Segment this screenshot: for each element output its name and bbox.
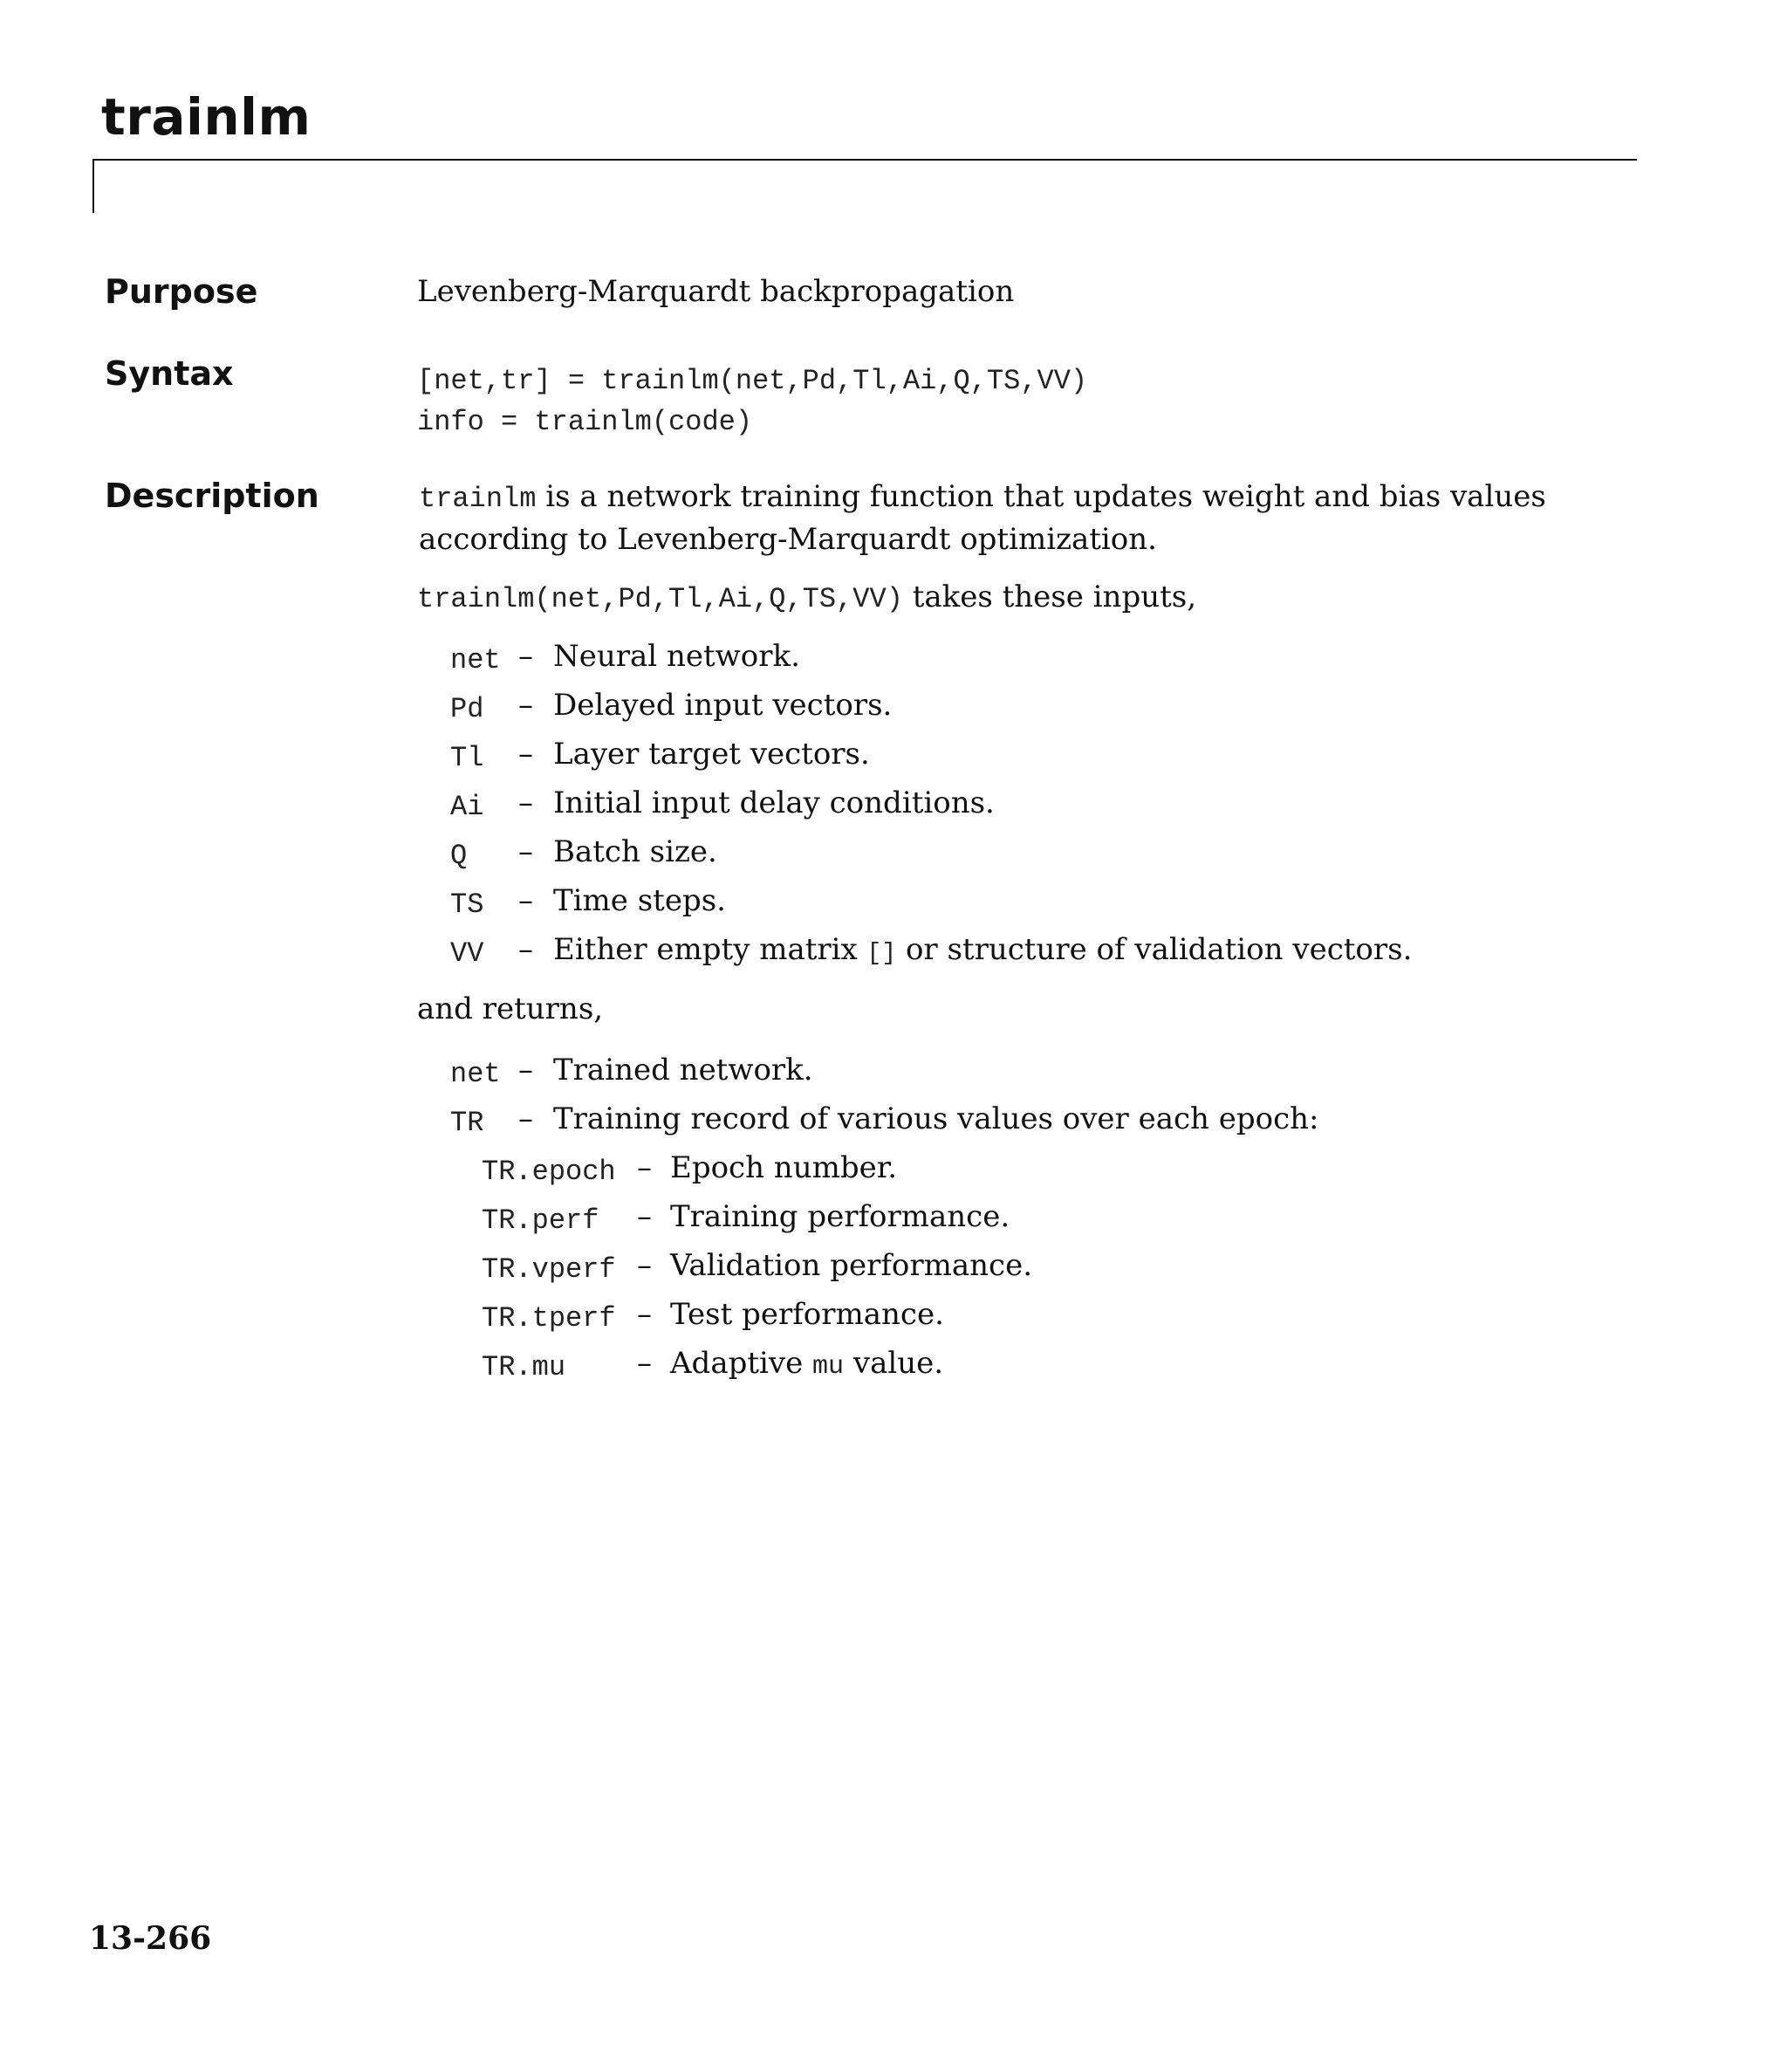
title-rule-vertical [92, 159, 94, 213]
input-name: VV [450, 937, 484, 970]
input-name: net [450, 644, 501, 676]
call-text: takes these inputs, [902, 580, 1197, 614]
intro-code: trainlm [419, 483, 537, 515]
output-dash: – [518, 1053, 533, 1087]
input-desc: Delayed input vectors. [553, 688, 893, 723]
input-desc: Time steps. [553, 883, 726, 918]
tr-field-name: TR.perf [482, 1204, 599, 1237]
tr-field-desc: Validation performance. [670, 1248, 1033, 1283]
mu-desc-after: value. [844, 1346, 944, 1381]
call-code: trainlm(net,Pd,Tl,Ai,Q,TS,VV) [417, 583, 903, 615]
tr-field-name: TR.tperf [482, 1302, 616, 1334]
tr-field-name: TR.mu [482, 1351, 566, 1383]
output-desc: Trained network. [553, 1053, 813, 1087]
returns-text: and returns, [417, 991, 604, 1026]
input-desc: Batch size. [553, 834, 717, 869]
call-line [417, 580, 1196, 615]
intro-text: is a network training function that updates weight and bias values according to Levenberg-Marquardt optimization. [419, 479, 1546, 557]
tr-field-desc: Epoch number. [670, 1150, 898, 1185]
description-heading: Description [105, 477, 319, 515]
input-name: Tl [450, 742, 484, 774]
input-name: Ai [450, 791, 484, 823]
input-name: TS [450, 888, 484, 921]
tr-field-dash: – [637, 1150, 652, 1185]
syntax-heading: Syntax [105, 354, 234, 393]
input-dash: – [518, 834, 533, 869]
input-name: Pd [450, 693, 484, 725]
output-desc: Training record of various values over each epoch: [553, 1101, 1319, 1136]
input-name: Q [450, 840, 468, 872]
input-desc: Layer target vectors. [553, 737, 870, 772]
input-dash: – [518, 883, 533, 918]
page-number: 13-266 [89, 1920, 212, 1957]
input-dash: – [518, 932, 533, 967]
title-rule-horizontal [92, 159, 1637, 161]
output-name: TR [450, 1107, 484, 1139]
vv-desc-before: Either empty matrix [553, 932, 867, 967]
output-name: net [450, 1058, 501, 1090]
mu-desc-code: mu [812, 1352, 845, 1382]
input-dash: – [518, 639, 533, 674]
syntax-line-2: info = trainlm(code) [417, 406, 753, 438]
vv-desc-after: or structure of validation vectors. [896, 932, 1413, 967]
input-dash: – [518, 688, 533, 723]
mu-desc-before: Adaptive [670, 1346, 813, 1381]
tr-field-dash: – [637, 1248, 652, 1283]
tr-field-name: TR.epoch [482, 1156, 616, 1188]
input-dash: – [518, 786, 533, 820]
input-desc [553, 932, 1412, 967]
tr-field-dash: – [637, 1346, 652, 1381]
description-intro [419, 477, 1640, 559]
tr-field-desc [670, 1346, 943, 1382]
syntax-line-1: [net,tr] = trainlm(net,Pd,Tl,Ai,Q,TS,VV) [417, 365, 1088, 397]
purpose-text: Levenberg-Marquardt backpropagation [417, 274, 1015, 309]
tr-field-desc: Test performance. [670, 1297, 944, 1332]
input-desc: Neural network. [553, 639, 800, 674]
page-title: trainlm [101, 87, 312, 147]
tr-field-name: TR.vperf [482, 1253, 616, 1286]
purpose-heading: Purpose [105, 272, 258, 311]
tr-field-desc: Training performance. [670, 1199, 1010, 1234]
input-desc: Initial input delay conditions. [553, 786, 995, 820]
tr-field-dash: – [637, 1199, 652, 1234]
tr-field-dash: – [637, 1297, 652, 1332]
input-dash: – [518, 737, 533, 772]
vv-desc-code: [] [866, 940, 897, 967]
output-dash: – [518, 1101, 533, 1136]
